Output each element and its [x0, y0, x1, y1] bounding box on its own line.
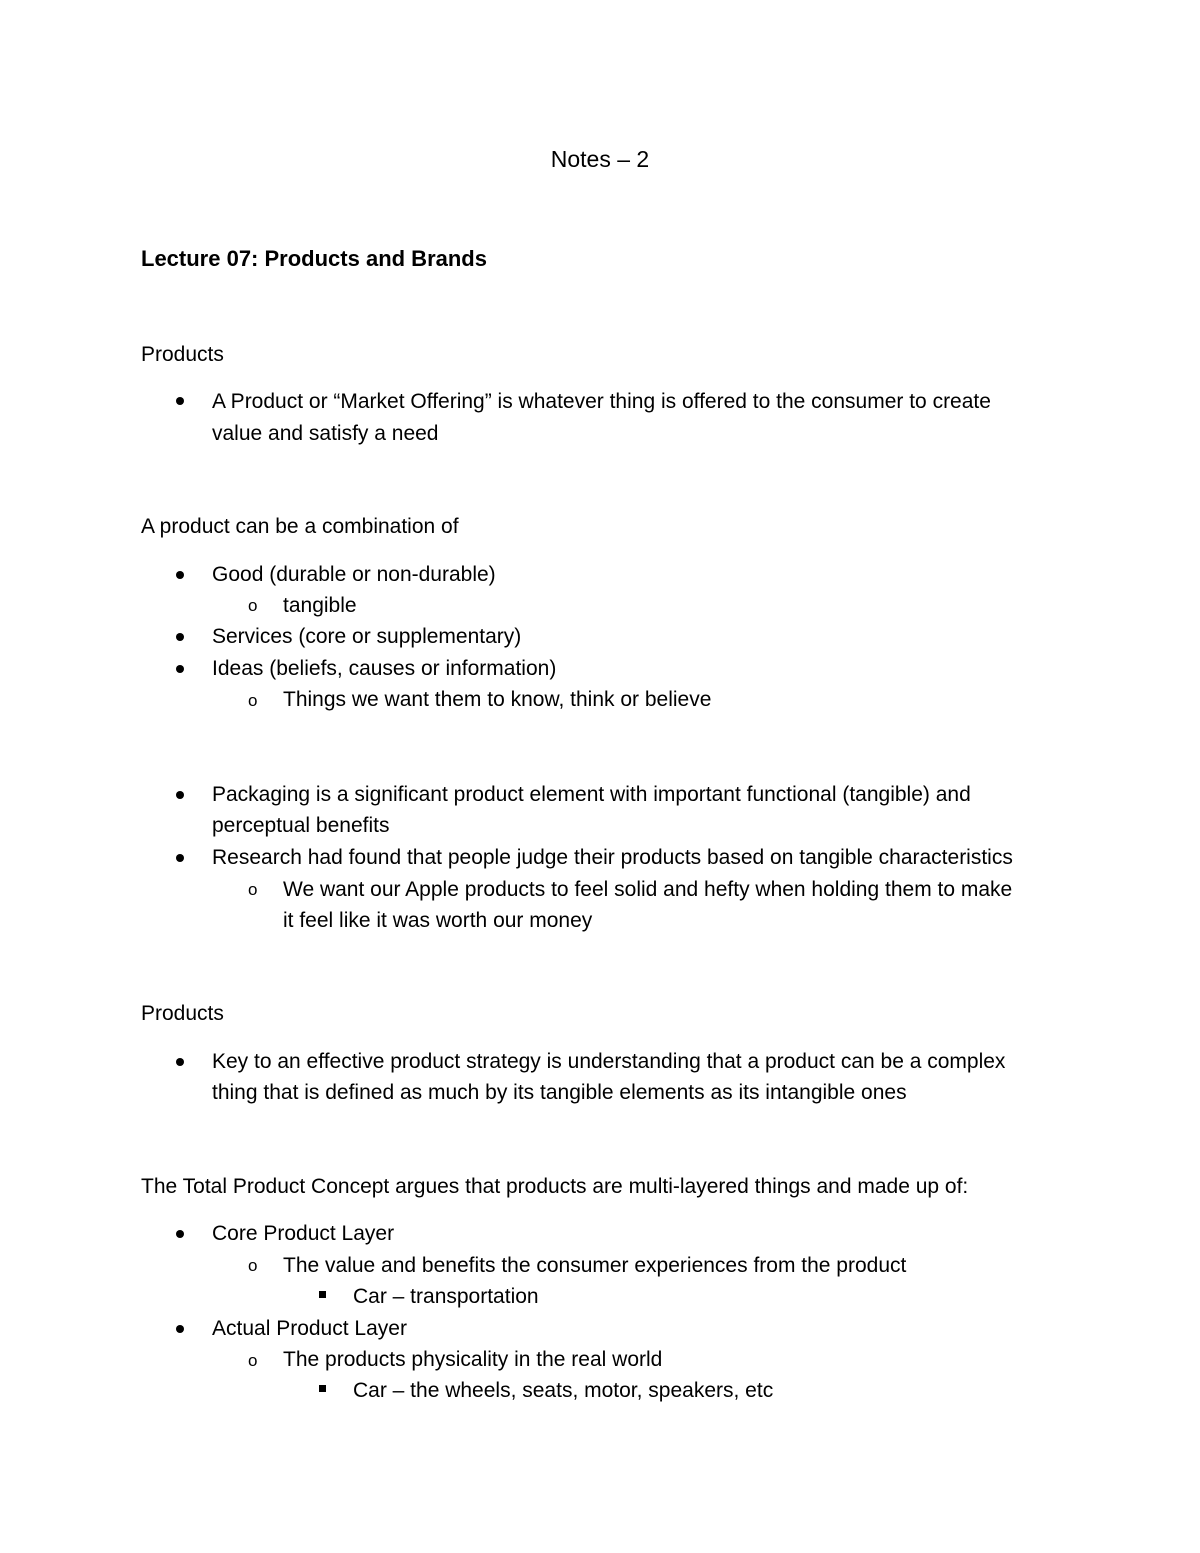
bullet-icon: [176, 1325, 184, 1333]
list-item-text: perceptual benefits: [212, 814, 390, 837]
circle-bullet-icon: o: [248, 1351, 258, 1370]
lecture-heading: Lecture 07: Products and Brands: [141, 246, 487, 271]
list-item-text: We want our Apple products to feel solid and hefty when holding them to make: [283, 878, 1013, 901]
list-item-text: Actual Product Layer: [212, 1317, 407, 1340]
square-bullet-icon: [319, 1385, 326, 1392]
circle-bullet-icon: o: [248, 691, 258, 710]
square-bullet-icon: [319, 1291, 326, 1298]
list-item-text: tangible: [283, 594, 357, 617]
list-item-text: Good (durable or non-durable): [212, 563, 496, 586]
list-item-text: Core Product Layer: [212, 1222, 395, 1245]
list-item-text: thing that is defined as much by its tangible elements as its intangible ones: [212, 1081, 907, 1104]
page-title: Notes – 2: [550, 146, 650, 172]
list-item-text: The products physicality in the real world: [283, 1348, 663, 1371]
list-item-text: The value and benefits the consumer experiences from the product: [283, 1254, 907, 1277]
list-item-text: Car – the wheels, seats, motor, speakers, etc: [353, 1379, 774, 1402]
bullet-icon: [176, 397, 184, 405]
bullet-icon: [176, 854, 184, 862]
circle-bullet-icon: o: [248, 880, 258, 899]
bullet-icon: [176, 791, 184, 799]
section-heading-products: Products: [141, 343, 224, 366]
list-item-text: Research had found that people judge their products based on tangible characteristics: [212, 846, 1013, 869]
list-item-text: Things we want them to know, think or believe: [283, 688, 712, 711]
bullet-icon: [176, 665, 184, 673]
paragraph: The Total Product Concept argues that products are multi-layered things and made up of:: [141, 1175, 969, 1198]
list-item-text: Car – transportation: [353, 1285, 539, 1308]
list-item-text: Ideas (beliefs, causes or information): [212, 657, 557, 680]
list-item-text: Key to an effective product strategy is understanding that a product can be a complex: [212, 1050, 1006, 1073]
bullet-icon: [176, 633, 184, 641]
list-item-text: it feel like it was worth our money: [283, 909, 593, 932]
list-item-text: A Product or “Market Offering” is whatever thing is offered to the consumer to create: [212, 390, 991, 413]
section-heading-products: Products: [141, 1002, 224, 1025]
paragraph: A product can be a combination of: [141, 515, 459, 538]
bullet-icon: [176, 1058, 184, 1066]
list-item-text: Packaging is a significant product element with important functional (tangible) and: [212, 783, 971, 806]
circle-bullet-icon: o: [248, 596, 258, 615]
bullet-icon: [176, 571, 184, 579]
circle-bullet-icon: o: [248, 1256, 258, 1275]
bullet-icon: [176, 1230, 184, 1238]
list-item-text: Services (core or supplementary): [212, 625, 522, 648]
list-item-text: value and satisfy a need: [212, 422, 439, 445]
